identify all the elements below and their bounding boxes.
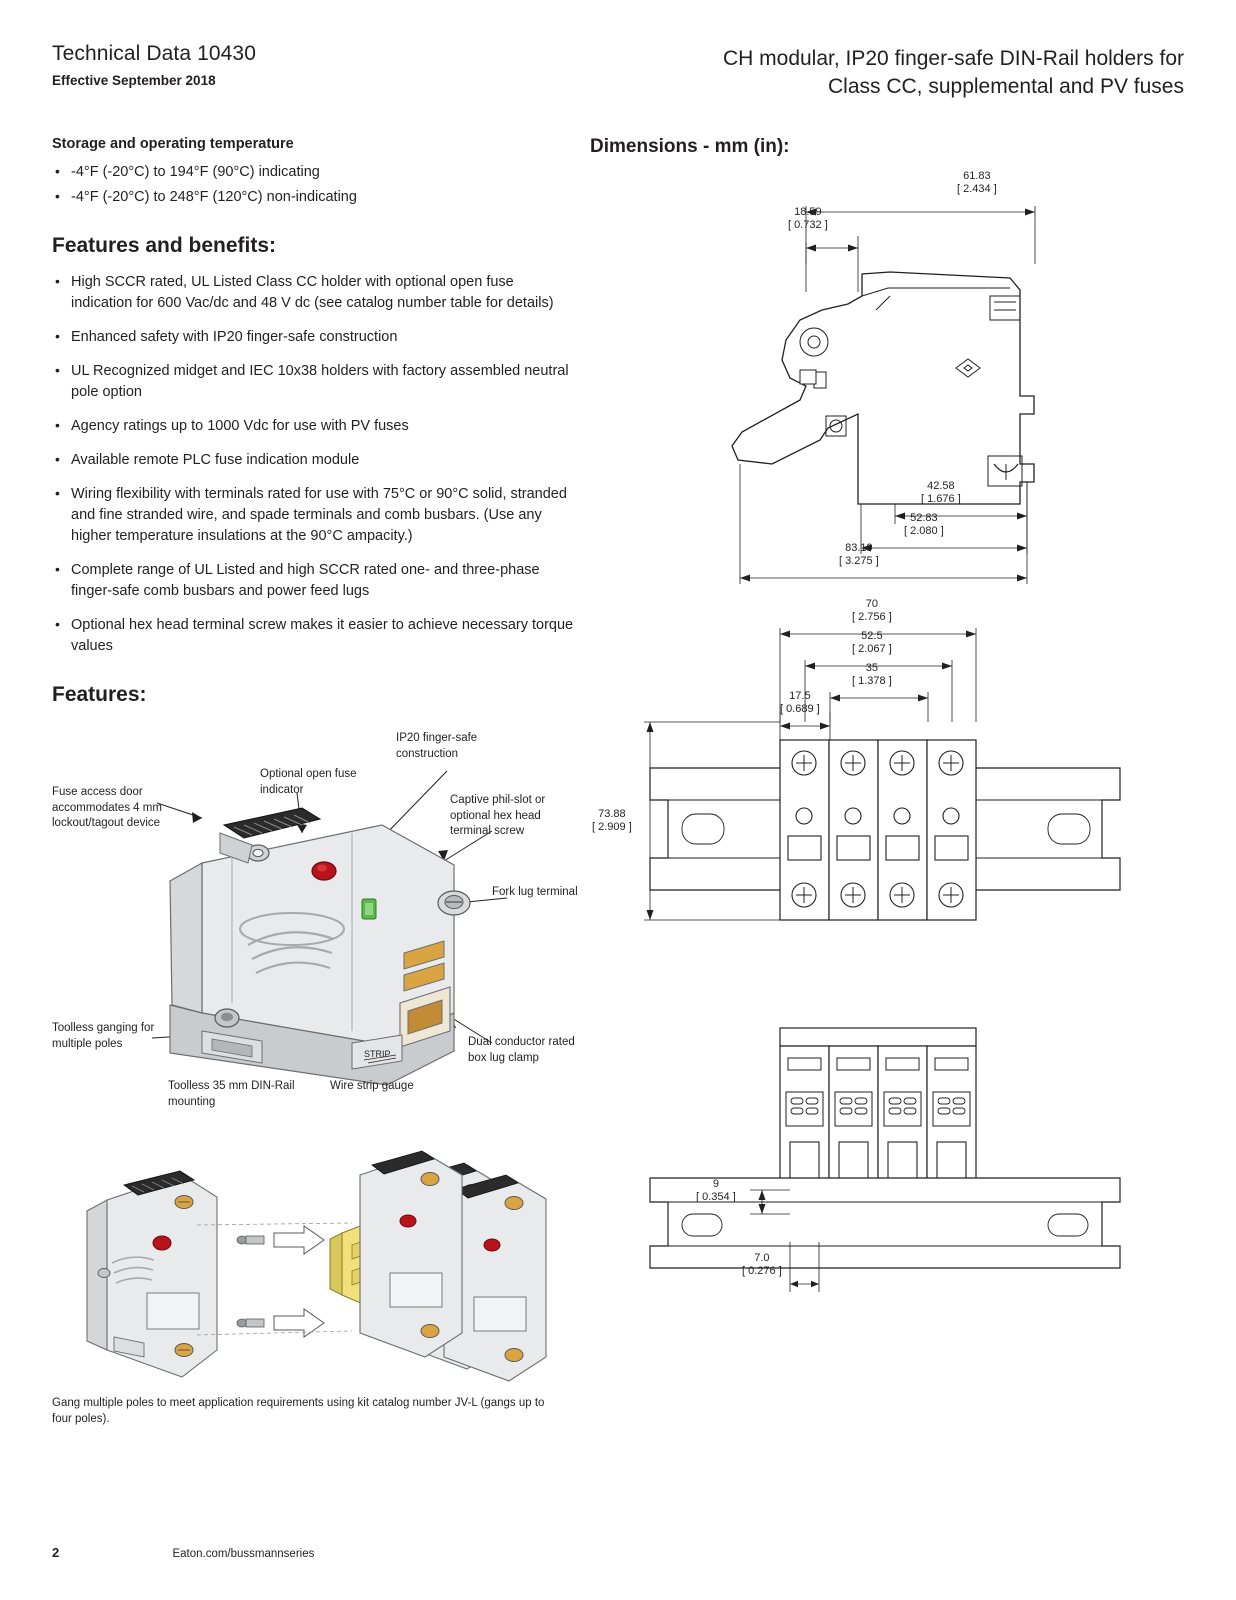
list-item: • Enhanced safety with IP20 finger-safe construction [52, 327, 577, 348]
dim-35: 35 [ 1.378 ] [852, 662, 892, 687]
page-number: 2 [52, 1545, 60, 1560]
dim-83-19: 83.19 [ 3.275 ] [839, 542, 879, 567]
dim-42-58: 42.58 [ 1.676 ] [921, 480, 961, 505]
dim-52-5: 52.5 [ 2.067 ] [852, 630, 892, 655]
callout-open-fuse-indicator: Optional open fuse indicator [260, 768, 357, 796]
dim-17-5: 17.5 [ 0.689 ] [780, 690, 820, 715]
list-item: • UL Recognized midget and IEC 10x38 holders with factory assembled neutral pole option [52, 361, 577, 403]
callout-fuse-access-door: Fuse access door accommodates 4 mm lockout/tagout device [52, 786, 162, 830]
ganging-drawing [52, 1145, 582, 1410]
list-item: • Complete range of UL Listed and high SCCR rated one- and three-phase finger-safe comb busbars and power feed lugs [52, 560, 577, 602]
dim-70: 70 [ 2.756 ] [852, 598, 892, 623]
right-column [590, 136, 1184, 1302]
callout-wire-strip-gauge: Wire strip gauge [330, 1080, 414, 1093]
list-item: • -4°F (-20°C) to 248°F (120°C) non-indicating [52, 187, 577, 208]
ganging-illustration [52, 1145, 582, 1426]
ganging-caption: Gang multiple poles to meet application requirements using kit catalog number JV-L (gangs up to four poles). [52, 1397, 545, 1426]
callout-toolless-ganging: Toolless ganging for multiple poles [52, 1022, 155, 1050]
dim-9: 9 [ 0.354 ] [696, 1178, 736, 1203]
header-left [52, 42, 256, 88]
bottom-view-svg [590, 1002, 1184, 1302]
front-view-drawing [590, 600, 1184, 1000]
callout-captive-screw: Captive phil-slot or optional hex head terminal screw [450, 794, 546, 838]
list-item: • -4°F (-20°C) to 194°F (90°C) indicating [52, 162, 577, 183]
list-item: • Optional hex head terminal screw makes it easier to achieve necessary torque values [52, 615, 577, 657]
features-benefits-heading: Features and benefits: [52, 234, 277, 258]
footer-url: Eaton.com/bussmannseries [172, 1548, 315, 1560]
dim-61-83: 61.83 [ 2.434 ] [957, 170, 997, 195]
list-item: • Wiring flexibility with terminals rated for use with 75°C or 90°C solid, stranded and fine stranded wire, and spade terminals and comb busbars. (Use any higher temperature insulations at the 90°C ampacity.) [52, 484, 577, 547]
side-view-svg [590, 164, 1184, 594]
front-view-svg [590, 600, 1184, 1000]
product-title [564, 45, 1184, 100]
dim-18-59: 18.59 [ 0.732 ] [788, 206, 828, 231]
document-title: Technical Data 10430 [52, 42, 256, 65]
callout-fork-lug: Fork lug terminal [492, 886, 578, 899]
list-item: • Available remote PLC fuse indication module [52, 450, 577, 471]
page-footer [52, 1544, 1182, 1562]
side-view-drawing [590, 164, 1184, 594]
product-title-line2: Class CC, supplemental and PV fuses [827, 74, 1184, 98]
features-illustration [52, 713, 582, 1133]
product-title-line1: CH modular, IP20 finger-safe DIN-Rail holders for [722, 47, 1184, 70]
bottom-view-drawing [590, 1002, 1184, 1302]
dim-7-0: 7.0 [ 0.276 ] [742, 1252, 782, 1277]
list-item: • High SCCR rated, UL Listed Class CC holder with optional open fuse indication for 600 Vac/dc and 48 V dc (see catalog number table for details) [52, 272, 577, 314]
dim-52-83: 52.83 [ 2.080 ] [904, 512, 944, 537]
page-header [0, 0, 1236, 110]
features-bullet-list [52, 272, 577, 657]
dimensions-heading: Dimensions - mm (in): [590, 136, 790, 157]
dim-73-88: 73.88 [ 2.909 ] [592, 808, 632, 833]
list-item: • Agency ratings up to 1000 Vdc for use with PV fuses [52, 416, 577, 437]
storage-bullet-list [52, 162, 577, 208]
left-column [52, 136, 578, 1426]
storage-heading: Storage and operating temperature [52, 136, 294, 152]
callout-dual-conductor: Dual conductor rated box lug clamp [468, 1036, 575, 1064]
svg-text:STRIP: STRIP [364, 1049, 391, 1060]
features-heading: Features: [52, 683, 147, 707]
callout-toolless-din-rail: Toolless 35 mm DIN-Rail mounting [168, 1080, 295, 1108]
callout-ip20-construction: IP20 finger-safe construction [396, 732, 478, 760]
effective-date: Effective September 2018 [52, 73, 216, 88]
